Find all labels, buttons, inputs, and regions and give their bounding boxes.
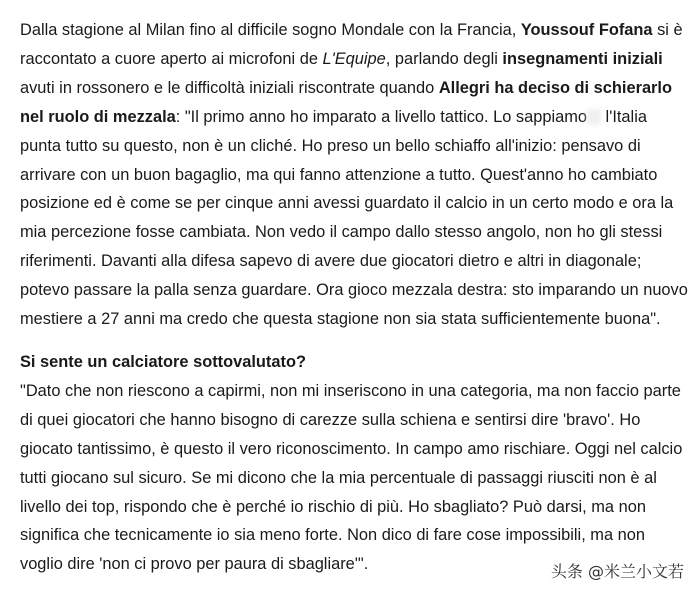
source-name: L'Equipe xyxy=(322,49,386,68)
interview-question: Si sente un calciatore sottovalutato? xyxy=(20,352,306,371)
quote-text-2: l'Italia punta tutto su questo, non è un cliché. Ho preso un bello schiaffo all'inizio: pensavo di arrivare con un buon bagaglio, ma qui fanno attenzione a tutto. Quest'anno ho cambiato posizione ed è come se per cinque anni avessi guardato il calcio in un certo modo e ora la mia percezione fosse cambiata. Non vedo il campo dallo stesso angolo, non ho gli stessi riferimenti. Davanti alla difesa sapevo di avere due giocatori dietro e altri in diagonale; potevo passare la palla senza guardare. Ora gioco mezzala destra: sto imparando un nuovo mestiere a 27 anni ma credo che questa stagione non sia stata sufficientemente buona". xyxy=(20,107,688,329)
intro-text-2: si è raccontato a cuore aperto ai microfoni de xyxy=(20,21,683,68)
blurred-smudge xyxy=(587,109,601,125)
article-body xyxy=(20,16,688,579)
watermark xyxy=(551,559,684,582)
quote-text-1: : "Il primo anno ho imparato a livello tattico. Lo sappiamo xyxy=(175,107,587,126)
intro-text-4: avuti in rossonero e le difficoltà iniziali riscontrate quando xyxy=(20,78,439,97)
paragraph-answer: "Dato che non riescono a capirmi, non mi inseriscono in una categoria, ma non faccio parte di quei giocatori che hanno bisogno di carezze sulla schiena e sentirsi dire 'bravo'. Ho giocato tantissimo, è questo il vero riconoscimento. In campo amo rischiare. Oggi nel calcio tutti giocano sul sicuro. Se mi dicono che la mia percentuale di passaggi riusciti non è al livello dei top, rispondo che è perché io rischio di più. Ho sbagliato? Può darsi, ma non significa che tecnicamente io sia meno forte. Non dico di fare cose impossibili, ma non voglio dire 'non ci provo per paura di sbagliare'". xyxy=(20,381,683,574)
intro-text-3: , parlando degli xyxy=(385,49,503,68)
paragraph-intro xyxy=(20,16,688,334)
highlight-lessons: insegnamenti iniziali xyxy=(502,49,663,68)
intro-text-1: Dalla stagione al Milan fino al difficile sogno Mondale con la Francia, xyxy=(20,21,521,39)
watermark-text: 头条 @米兰小文若 xyxy=(550,562,684,581)
player-name: Youssouf Fofana xyxy=(520,21,653,39)
highlight-role: Allegri ha deciso di schierarlo nel ruolo di mezzala xyxy=(20,78,673,126)
